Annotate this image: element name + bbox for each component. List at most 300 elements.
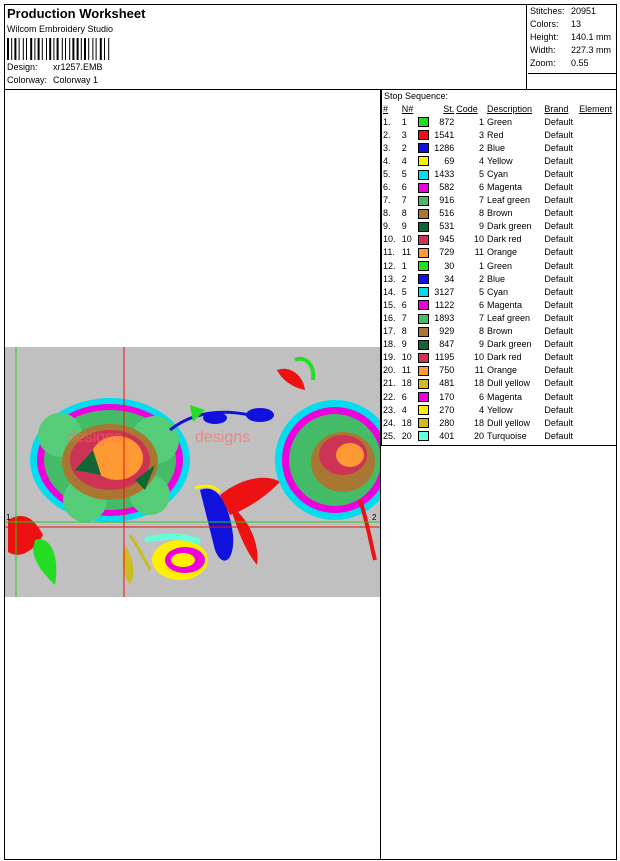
row-element <box>579 115 617 128</box>
color-swatch-cell <box>418 167 432 180</box>
row-element <box>579 325 617 338</box>
row-code: 18 <box>473 378 484 389</box>
row-stitches: 1541 <box>434 129 455 140</box>
row-stitches: 929 <box>439 326 455 337</box>
row-code: 3 <box>478 129 484 140</box>
barcode-bar <box>42 38 43 60</box>
row-code: 2 <box>478 142 484 153</box>
row-element <box>579 311 617 324</box>
table-row <box>383 416 617 429</box>
color-swatch <box>418 366 429 376</box>
zoom-row <box>530 58 589 68</box>
color-swatch <box>418 209 429 219</box>
row-element <box>579 141 617 154</box>
height-value: 140.1 mm <box>571 32 612 42</box>
table-row <box>383 338 617 351</box>
height-label: Height: <box>530 32 559 42</box>
stitches-value: 20951 <box>571 6 597 16</box>
color-swatch-cell <box>418 298 432 311</box>
row-n: 1 <box>401 260 407 271</box>
row-description: Green <box>486 260 512 271</box>
col-header-desc: Description <box>486 104 532 114</box>
worksheet-header <box>5 5 616 90</box>
row-description: Brown <box>486 326 513 337</box>
row-n: 6 <box>401 299 407 310</box>
row-brand: Default <box>544 247 573 258</box>
row-stitches: 729 <box>439 247 455 258</box>
row-code: 7 <box>478 312 484 323</box>
row-stitches: 270 <box>439 404 455 415</box>
row-code: 20 <box>473 430 484 441</box>
stitches-row <box>530 6 596 16</box>
table-row <box>383 311 617 324</box>
width-value: 227.3 mm <box>571 45 612 55</box>
row-n: 1 <box>401 116 407 127</box>
embroidery-preview <box>5 90 380 859</box>
row-n: 10 <box>401 352 412 363</box>
color-swatch <box>418 143 429 153</box>
colorway-row <box>7 75 98 85</box>
row-brand: Default <box>544 221 573 232</box>
color-swatch-cell <box>418 259 432 272</box>
barcode-bar <box>62 38 63 60</box>
color-swatch <box>418 287 429 297</box>
colors-label: Colors: <box>530 19 559 29</box>
color-swatch <box>418 327 429 337</box>
row-num: 10. <box>383 234 396 245</box>
table-row <box>383 377 617 390</box>
row-code: 8 <box>478 208 484 219</box>
row-brand: Default <box>544 234 573 245</box>
row-description: Magenta <box>486 299 522 310</box>
row-code: 5 <box>478 168 484 179</box>
color-swatch <box>418 235 429 245</box>
row-n: 20 <box>401 430 412 441</box>
barcode-bar <box>7 38 9 60</box>
row-description: Blue <box>486 273 505 284</box>
barcode-bar <box>104 38 105 60</box>
row-element <box>579 167 617 180</box>
row-element <box>579 272 617 285</box>
row-stitches: 1286 <box>434 142 455 153</box>
row-element <box>579 298 617 311</box>
row-code: 8 <box>478 326 484 337</box>
row-description: Orange <box>486 247 517 258</box>
row-code: 10 <box>473 352 484 363</box>
row-n: 11 <box>401 247 412 258</box>
row-n: 10 <box>401 234 412 245</box>
row-n: 8 <box>401 208 407 219</box>
row-brand: Default <box>544 142 573 153</box>
stop-sequence-title: Stop Sequence: <box>384 91 449 101</box>
color-swatch-cell <box>418 416 432 429</box>
row-code: 6 <box>478 391 484 402</box>
barcode-bar <box>49 38 51 60</box>
row-stitches: 34 <box>444 273 455 284</box>
row-n: 3 <box>401 129 407 140</box>
row-code: 7 <box>478 195 484 206</box>
color-swatch <box>418 117 429 127</box>
row-element <box>579 338 617 351</box>
row-description: Dark red <box>486 352 522 363</box>
table-row <box>383 403 617 416</box>
row-description: Magenta <box>486 182 522 193</box>
row-n: 18 <box>401 378 412 389</box>
row-brand: Default <box>544 326 573 337</box>
worksheet-frame <box>4 4 617 860</box>
design-label: Design: <box>7 62 38 72</box>
row-element <box>579 390 617 403</box>
row-stitches: 401 <box>439 430 455 441</box>
color-swatch-cell <box>418 246 432 259</box>
barcode-bar <box>53 38 54 60</box>
row-n: 7 <box>401 195 407 206</box>
color-swatch-cell <box>418 194 432 207</box>
row-n: 4 <box>401 404 407 415</box>
row-n: 5 <box>401 168 407 179</box>
row-num: 22. <box>383 391 396 402</box>
row-stitches: 1122 <box>434 299 455 310</box>
row-description: Magenta <box>486 391 522 402</box>
color-swatch-cell <box>418 128 432 141</box>
software-name: Wilcom Embroidery Studio <box>7 24 114 34</box>
row-element <box>579 364 617 377</box>
table-row <box>383 154 617 167</box>
barcode-bar <box>23 38 24 60</box>
row-num: 12. <box>383 260 396 271</box>
colors-value: 13 <box>571 19 582 29</box>
barcode-bar <box>30 38 32 60</box>
row-num: 21. <box>383 378 396 389</box>
color-swatch <box>418 431 429 441</box>
color-swatch <box>418 405 429 415</box>
color-swatch <box>418 222 429 232</box>
barcode-bar <box>46 38 47 60</box>
row-description: Leaf green <box>486 312 531 323</box>
row-code: 9 <box>478 221 484 232</box>
color-swatch-cell <box>418 220 432 233</box>
design-value: xr1257.EMB <box>53 62 103 72</box>
color-swatch <box>418 248 429 258</box>
table-row <box>383 246 617 259</box>
table-row <box>383 325 617 338</box>
row-n: 6 <box>401 391 407 402</box>
watermark-text: designs <box>195 429 251 446</box>
row-description: Yellow <box>486 404 513 415</box>
row-stitches: 750 <box>439 365 455 376</box>
barcode-bar <box>65 38 66 60</box>
table-row <box>383 128 617 141</box>
table-row <box>383 115 617 128</box>
table-row <box>383 180 617 193</box>
row-code: 1 <box>478 116 484 127</box>
row-brand: Default <box>544 404 573 415</box>
row-n: 2 <box>401 142 407 153</box>
design-row <box>7 62 103 72</box>
row-brand: Default <box>544 195 573 206</box>
table-row <box>383 298 617 311</box>
color-swatch-cell <box>418 325 432 338</box>
row-code: 4 <box>478 404 484 415</box>
row-n: 9 <box>401 339 407 350</box>
row-stitches: 582 <box>439 182 455 193</box>
barcode-bar <box>88 38 89 60</box>
table-row <box>383 364 617 377</box>
row-stitches: 3127 <box>434 286 455 297</box>
barcode-image <box>7 38 132 60</box>
design-preview-area <box>5 90 380 859</box>
row-description: Dull yellow <box>486 378 530 389</box>
row-code: 11 <box>474 365 484 376</box>
color-swatch <box>418 340 429 350</box>
row-num: 15. <box>383 299 396 310</box>
row-description: Dull yellow <box>486 417 530 428</box>
row-brand: Default <box>544 155 573 166</box>
row-brand: Default <box>544 430 573 441</box>
table-row <box>383 272 617 285</box>
row-num: 17. <box>383 326 396 337</box>
row-n: 6 <box>401 182 407 193</box>
color-swatch <box>418 274 429 284</box>
row-brand: Default <box>544 352 573 363</box>
row-code: 9 <box>478 339 484 350</box>
table-row <box>383 259 617 272</box>
color-swatch <box>418 183 429 193</box>
row-num: 8. <box>383 208 391 219</box>
row-stitches: 847 <box>439 339 455 350</box>
row-stitches: 916 <box>439 195 455 206</box>
row-element <box>579 246 617 259</box>
row-description: Leaf green <box>486 195 531 206</box>
row-element <box>579 377 617 390</box>
col-header-n: N# <box>401 104 414 114</box>
row-n: 5 <box>401 286 407 297</box>
color-swatch <box>418 261 429 271</box>
row-description: Red <box>486 129 504 140</box>
color-swatch <box>418 392 429 402</box>
table-row <box>383 167 617 180</box>
row-n: 8 <box>401 326 407 337</box>
barcode-bar <box>96 38 97 60</box>
row-num: 11. <box>383 247 395 258</box>
row-code: 18 <box>473 417 484 428</box>
row-n: 18 <box>401 417 412 428</box>
row-n: 11 <box>401 365 412 376</box>
row-description: Cyan <box>486 168 508 179</box>
color-swatch <box>418 300 429 310</box>
color-swatch <box>418 196 429 206</box>
color-swatch-cell <box>418 141 432 154</box>
row-stitches: 531 <box>439 221 455 232</box>
row-num: 25. <box>383 430 396 441</box>
row-code: 6 <box>478 299 484 310</box>
row-description: Brown <box>486 208 513 219</box>
row-stitches: 481 <box>439 378 455 389</box>
end-marker: 2 <box>372 513 377 522</box>
col-header-st: St. <box>443 104 455 114</box>
page-title: Production Worksheet <box>7 6 146 21</box>
barcode-bar <box>57 38 59 60</box>
width-label: Width: <box>530 45 556 55</box>
row-description: Blue <box>486 142 505 153</box>
row-num: 6. <box>383 182 391 193</box>
row-n: 7 <box>401 312 407 323</box>
row-description: Orange <box>486 365 517 376</box>
barcode-bar <box>108 38 109 60</box>
color-swatch-cell <box>418 115 432 128</box>
stats-divider <box>528 73 616 74</box>
row-num: 16. <box>383 312 396 323</box>
row-element <box>579 259 617 272</box>
color-swatch-cell <box>418 180 432 193</box>
start-marker: 1 <box>6 513 11 522</box>
row-code: 5 <box>478 286 484 297</box>
barcode-bar <box>100 38 102 60</box>
stop-sequence-table <box>383 103 617 442</box>
row-brand: Default <box>544 391 573 402</box>
row-code: 2 <box>478 273 484 284</box>
row-num: 14. <box>383 286 396 297</box>
color-swatch <box>418 353 429 363</box>
barcode-bar <box>92 38 93 60</box>
row-code: 10 <box>473 234 484 245</box>
row-stitches: 516 <box>439 208 455 219</box>
row-brand: Default <box>544 312 573 323</box>
color-swatch-cell <box>418 364 432 377</box>
row-brand: Default <box>544 286 573 297</box>
col-header-element: Element <box>579 104 613 114</box>
watermark-text: designs <box>67 429 123 446</box>
color-swatch-cell <box>418 207 432 220</box>
table-row <box>383 351 617 364</box>
table-row <box>383 207 617 220</box>
row-num: 2. <box>383 129 391 140</box>
color-swatch-cell <box>418 233 432 246</box>
barcode-bar <box>84 38 86 60</box>
table-row <box>383 429 617 442</box>
color-swatch-cell <box>418 429 432 442</box>
barcode-bar <box>72 38 74 60</box>
color-swatch-cell <box>418 403 432 416</box>
row-description: Dark green <box>486 221 532 232</box>
colorway-value: Colorway 1 <box>53 75 99 85</box>
row-element <box>579 207 617 220</box>
row-element <box>579 220 617 233</box>
table-row <box>383 220 617 233</box>
row-stitches: 1195 <box>434 352 455 363</box>
table-header-row <box>383 103 617 115</box>
row-element <box>579 285 617 298</box>
row-element <box>579 180 617 193</box>
row-element <box>579 128 617 141</box>
row-num: 9. <box>383 221 391 232</box>
barcode-bar <box>26 38 27 60</box>
row-num: 20. <box>383 365 396 376</box>
row-brand: Default <box>544 182 573 193</box>
color-swatch-cell <box>418 377 432 390</box>
color-swatch-cell <box>418 311 432 324</box>
row-brand: Default <box>544 365 573 376</box>
col-header-num: # <box>383 104 389 114</box>
color-swatch-cell <box>418 272 432 285</box>
row-description: Green <box>486 116 512 127</box>
row-stitches: 945 <box>439 234 455 245</box>
row-brand: Default <box>544 417 573 428</box>
row-stitches: 30 <box>444 260 455 271</box>
color-swatch <box>418 379 429 389</box>
row-element <box>579 233 617 246</box>
row-stitches: 1893 <box>434 312 455 323</box>
height-row <box>530 32 611 42</box>
row-brand: Default <box>544 129 573 140</box>
table-row <box>383 141 617 154</box>
colorway-label: Colorway: <box>7 75 48 85</box>
row-element <box>579 351 617 364</box>
row-element <box>579 403 617 416</box>
row-element <box>579 154 617 167</box>
row-stitches: 170 <box>439 391 455 402</box>
table-row <box>383 390 617 403</box>
col-header-code: Code <box>456 104 478 114</box>
row-brand: Default <box>544 273 573 284</box>
row-description: Yellow <box>486 155 513 166</box>
row-brand: Default <box>544 339 573 350</box>
width-row <box>530 45 611 55</box>
row-code: 1 <box>478 260 484 271</box>
barcode-bar <box>14 38 16 60</box>
row-code: 6 <box>478 182 484 193</box>
row-element <box>579 429 617 442</box>
row-brand: Default <box>544 260 573 271</box>
color-swatch <box>418 156 429 166</box>
row-num: 18. <box>383 339 396 350</box>
color-swatch <box>418 170 429 180</box>
row-num: 7. <box>383 195 391 206</box>
row-brand: Default <box>544 116 573 127</box>
color-swatch-cell <box>418 390 432 403</box>
row-n: 2 <box>401 273 407 284</box>
row-brand: Default <box>544 378 573 389</box>
row-description: Turquoise <box>486 430 527 441</box>
row-code: 4 <box>478 155 484 166</box>
color-swatch <box>418 418 429 428</box>
stop-sequence-rows <box>383 115 617 442</box>
row-num: 5. <box>383 168 391 179</box>
row-n: 9 <box>401 221 407 232</box>
col-header-brand: Brand <box>544 104 569 114</box>
color-swatch <box>418 314 429 324</box>
row-element <box>579 416 617 429</box>
row-num: 19. <box>383 352 396 363</box>
barcode-bar <box>77 38 79 60</box>
color-swatch-cell <box>418 351 432 364</box>
row-element <box>579 194 617 207</box>
row-num: 23. <box>383 404 396 415</box>
color-swatch-cell <box>418 285 432 298</box>
header-info <box>5 5 527 89</box>
row-stitches: 872 <box>439 116 455 127</box>
row-stitches: 69 <box>444 155 455 166</box>
barcode-bar <box>11 38 12 60</box>
row-n: 4 <box>401 155 407 166</box>
row-num: 3. <box>383 142 391 153</box>
row-num: 13. <box>383 273 396 284</box>
barcode-bar <box>38 38 40 60</box>
row-description: Cyan <box>486 286 508 297</box>
row-num: 4. <box>383 155 391 166</box>
row-brand: Default <box>544 168 573 179</box>
table-row <box>383 233 617 246</box>
